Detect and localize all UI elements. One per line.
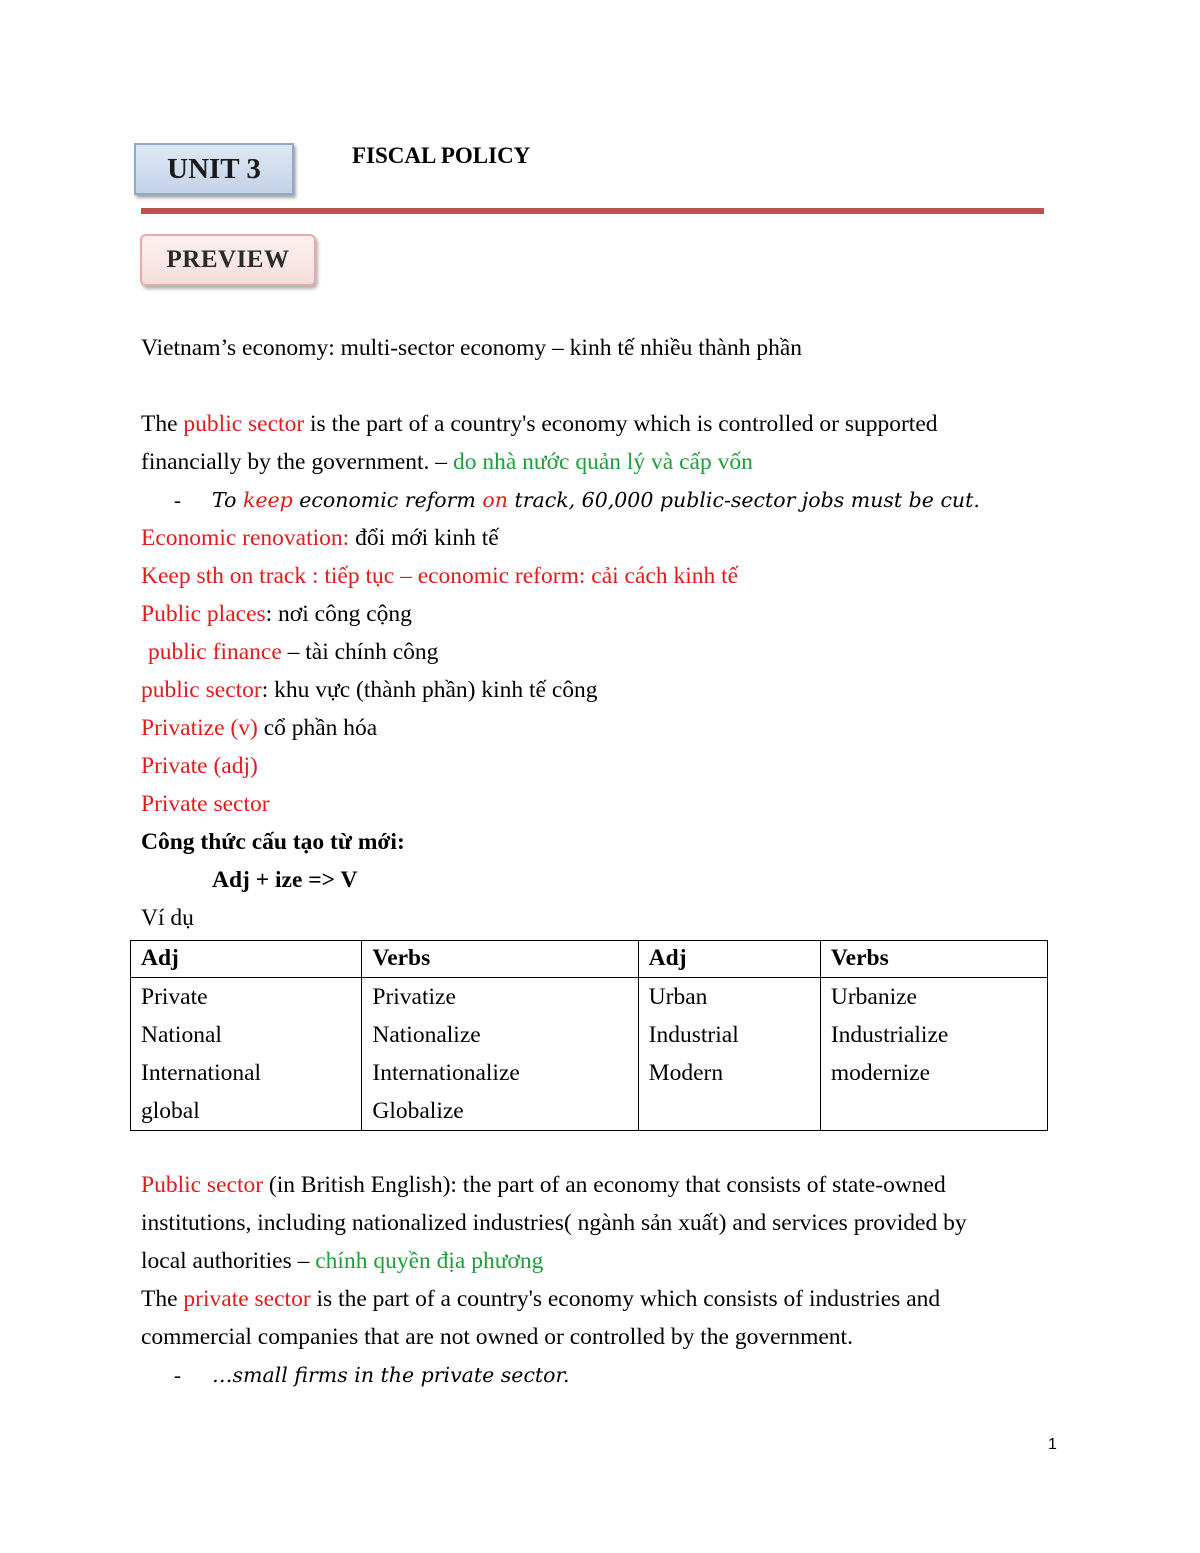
table-word: Urbanize <box>830 984 917 1010</box>
table-cell-adj <box>131 978 362 1131</box>
table-cell-adj <box>638 978 820 1131</box>
vocab-term: Privatize (v) <box>141 715 258 741</box>
table-word: Private <box>141 984 208 1010</box>
example-sentence <box>212 481 980 519</box>
table-word: Internationalize <box>372 1060 520 1086</box>
preview-badge <box>140 234 316 286</box>
example-label: Ví dụ <box>141 905 194 931</box>
public-sector-translation: do nhà nước quản lý và cấp vốn <box>452 449 753 475</box>
table-header: Adj <box>131 941 362 978</box>
british-definition-line2: institutions, including nationalized industries( ngành sản xuất) and services provided by <box>141 1210 967 1236</box>
text-span: local authorities – <box>141 1248 316 1274</box>
text-span: (in British English): the part of an economy that consists of state-owned <box>263 1172 946 1198</box>
text-span: financially by the government. – <box>141 449 453 475</box>
example-sentence-2: …small firms in the private sector. <box>212 1363 570 1387</box>
bullet-dash: - <box>174 488 181 512</box>
page-number: 1 <box>1048 1436 1057 1453</box>
unit-title: FISCAL POLICY <box>352 143 531 168</box>
vocab-meaning: : khu vực (thành phần) kinh tế công <box>261 677 598 703</box>
preview-label: PREVIEW <box>166 246 290 273</box>
table-cell-verbs <box>820 978 1047 1131</box>
vocab-private-adj: Private (adj) <box>141 753 258 779</box>
vocab-meaning: : nơi công cộng <box>265 601 412 627</box>
table-word: National <box>141 1022 222 1048</box>
table-word: Industrial <box>648 1022 739 1048</box>
unit-badge <box>134 143 294 195</box>
british-definition-line3 <box>141 1242 543 1280</box>
vocab-privatize <box>141 709 377 747</box>
text-span: track, 60,000 public-sector jobs must be cut. <box>507 488 980 512</box>
table-word: Modern <box>648 1060 724 1086</box>
table-header-row <box>131 941 1048 978</box>
table-word: Nationalize <box>372 1022 481 1048</box>
table-row <box>131 978 1048 1131</box>
vocab-term: Economic renovation: <box>141 525 350 551</box>
formula-heading: Công thức cấu tạo từ mới: <box>141 829 405 855</box>
bullet-dash: - <box>174 1363 181 1387</box>
vocab-meaning: đổi mới kinh tế <box>349 525 499 551</box>
header-divider <box>141 208 1044 214</box>
vocab-keep-on-track: Keep sth on track : tiếp tục – economic reform: cải cách kinh tế <box>141 563 739 589</box>
text-span: is the part of a country's economy which is controlled or supported <box>304 411 938 437</box>
british-term: Public sector <box>141 1172 264 1198</box>
public-sector-definition-line2 <box>141 443 753 481</box>
vocab-public-finance <box>148 633 438 671</box>
british-definition-line1 <box>141 1166 946 1204</box>
on-word: on <box>482 488 508 512</box>
vocab-public-sector <box>141 671 598 709</box>
table-word: International <box>141 1060 262 1086</box>
word-formation-table <box>130 940 1048 1131</box>
table-cell-verbs <box>362 978 638 1131</box>
formula: Adj + ize => V <box>212 867 358 893</box>
vocab-private-sector: Private sector <box>141 791 270 817</box>
text-span: The <box>141 1286 184 1312</box>
keep-word: keep <box>242 488 293 512</box>
vocab-term: public sector <box>141 677 262 703</box>
private-sector-definition-line1 <box>141 1280 940 1318</box>
table-word: Industrialize <box>830 1022 949 1048</box>
text-span: economic reform <box>292 488 483 512</box>
table-word: Privatize <box>372 984 456 1010</box>
table-header: Verbs <box>820 941 1047 978</box>
table-header: Verbs <box>362 941 638 978</box>
text-span: is the part of a country's economy which consists of industries and <box>310 1286 941 1312</box>
table-word: modernize <box>830 1060 931 1086</box>
public-sector-term: public sector <box>183 411 305 437</box>
vocab-economic-renovation <box>141 519 499 557</box>
vocab-term: Public places <box>141 601 266 627</box>
unit-label: UNIT 3 <box>167 152 261 185</box>
text-span: To <box>212 488 243 512</box>
british-translation: chính quyền địa phương <box>315 1248 544 1274</box>
vocab-meaning: cổ phần hóa <box>257 715 378 741</box>
table-header: Adj <box>638 941 820 978</box>
text-span: The <box>141 411 184 437</box>
table-word: Globalize <box>372 1098 464 1124</box>
table-word: global <box>141 1098 200 1124</box>
private-sector-term: private sector <box>183 1286 311 1312</box>
vocab-term: public finance <box>148 639 282 665</box>
public-sector-definition-line1 <box>141 405 938 443</box>
economy-line: Vietnam’s economy: multi-sector economy – kinh tế nhiều thành phần <box>141 335 803 361</box>
private-sector-definition-line2: commercial companies that are not owned or controlled by the government. <box>141 1324 853 1350</box>
vocab-meaning: – tài chính công <box>281 639 439 665</box>
table-word: Urban <box>648 984 708 1010</box>
vocab-public-places <box>141 595 412 633</box>
